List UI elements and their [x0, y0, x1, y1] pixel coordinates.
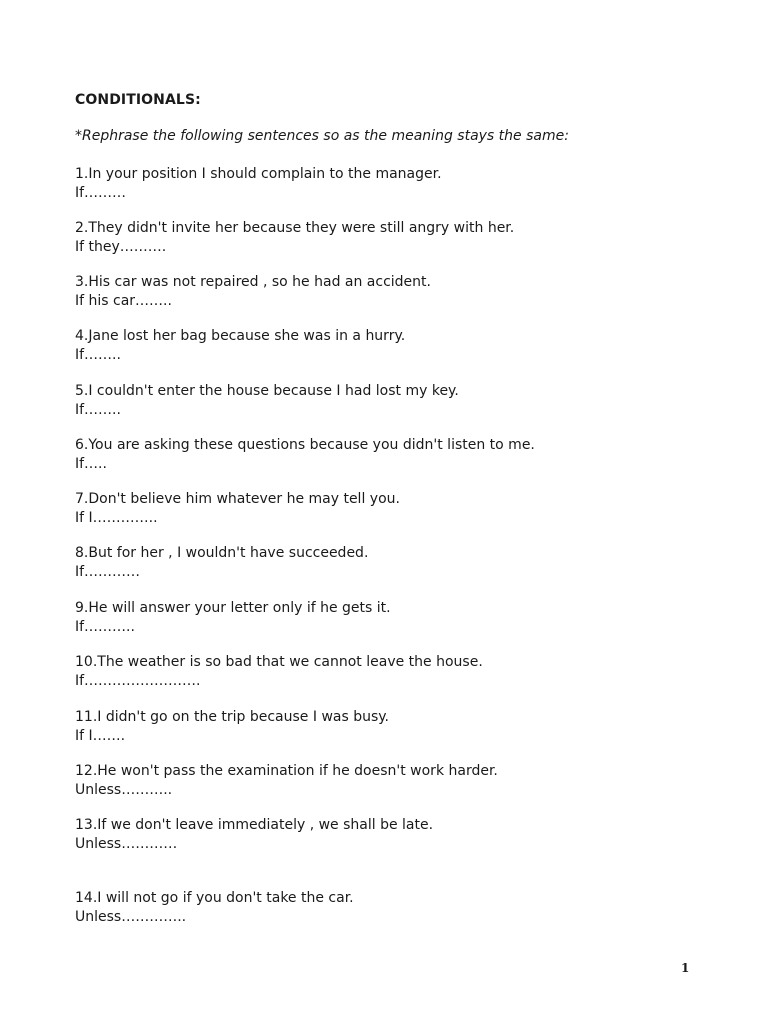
exercise-prompt: If…..	[75, 455, 107, 472]
exercise-item	[75, 436, 535, 473]
exercise-prompt: If……..	[75, 346, 121, 363]
exercise-sentence: 8.But for her , I wouldn't have succeeded.	[75, 545, 369, 561]
exercise-sentence: 14.I will not go if you don't take the car.	[75, 890, 354, 906]
exercise-prompt: Unless…………..	[75, 908, 187, 925]
page-number: 1	[681, 961, 690, 975]
exercise-item	[75, 490, 400, 527]
exercise-sentence: 4.Jane lost her bag because she was in a hurry.	[75, 328, 406, 344]
exercise-prompt: If his car……..	[75, 292, 172, 309]
exercise-prompt: If………..	[75, 618, 135, 635]
exercise-prompt: If……..	[75, 401, 121, 418]
exercise-item	[75, 219, 514, 256]
exercise-sentence: 3.His car was not repaired , so he had an accident.	[75, 274, 431, 290]
exercise-prompt: If I…….	[75, 727, 126, 744]
exercise-sentence: 9.He will answer your letter only if he gets it.	[75, 600, 391, 616]
exercise-prompt: If they……….	[75, 238, 167, 255]
exercise-prompt: If I…………..	[75, 509, 158, 526]
exercise-prompt: If…………………….	[75, 672, 201, 689]
exercise-item	[75, 708, 389, 745]
exercise-prompt: If………	[75, 184, 127, 201]
exercise-item	[75, 762, 498, 799]
exercise-prompt: If…………	[75, 563, 141, 580]
exercise-item	[75, 165, 442, 202]
document-title: CONDITIONALS:	[75, 92, 201, 108]
exercise-item	[75, 889, 354, 926]
instruction-text: *Rephrase the following sentences so as the meaning stays the same:	[75, 128, 569, 144]
exercise-sentence: 6.You are asking these questions because you didn't listen to me.	[75, 437, 535, 453]
exercise-item	[75, 816, 433, 853]
exercise-sentence: 10.The weather is so bad that we cannot leave the house.	[75, 654, 483, 670]
exercise-item	[75, 544, 368, 581]
exercise-sentence: 12.He won't pass the examination if he doesn't work harder.	[75, 763, 498, 779]
exercise-item	[75, 653, 483, 690]
exercise-sentence: 1.In your position I should complain to the manager.	[75, 166, 442, 182]
exercise-item	[75, 327, 405, 364]
exercise-item	[75, 382, 459, 419]
exercise-item	[75, 599, 391, 636]
exercise-item	[75, 273, 431, 310]
exercise-sentence: 7.Don't believe him whatever he may tell you.	[75, 491, 400, 507]
exercise-sentence: 13.If we don't leave immediately , we shall be late.	[75, 817, 434, 833]
exercise-sentence: 11.I didn't go on the trip because I was busy.	[75, 709, 390, 725]
exercise-prompt: Unless…………	[75, 835, 178, 852]
exercise-sentence: 5.I couldn't enter the house because I had lost my key.	[75, 383, 459, 399]
exercise-prompt: Unless………..	[75, 781, 173, 798]
exercise-sentence: 2.They didn't invite her because they were still angry with her.	[75, 220, 515, 236]
